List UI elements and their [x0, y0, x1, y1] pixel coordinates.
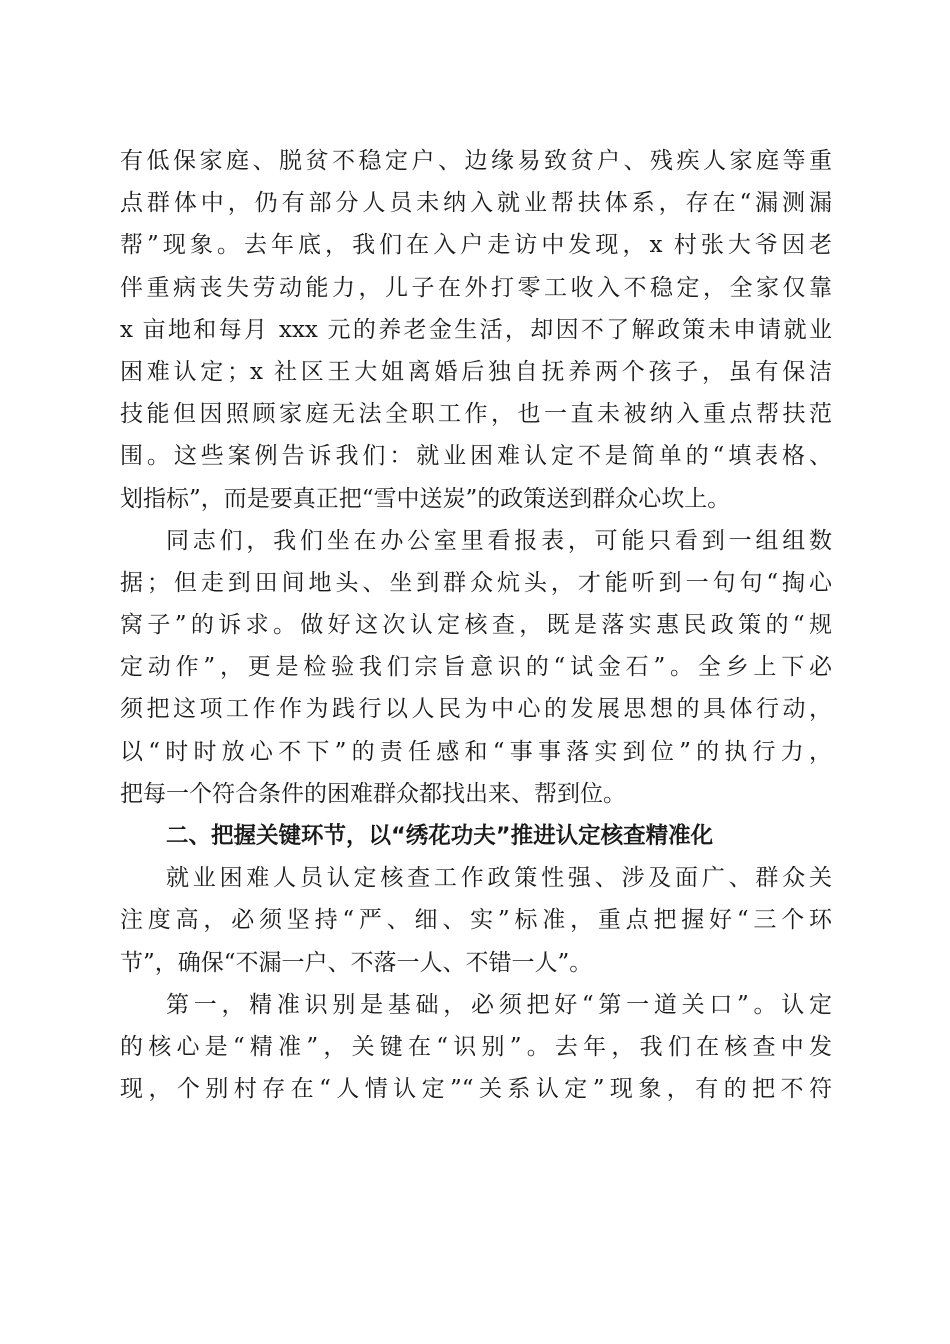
text-line: 把每一个符合条件的困难群众都找出来、帮到位。 [120, 780, 626, 807]
text-line: x 亩地和每月 xxx 元的养老金生活，却因不了解政策未申请就业 [120, 316, 832, 343]
text-line: 据；但走到田间地头、坐到群众炕头，才能听到一句句“掏心 [120, 569, 832, 596]
heading-line: 二、把握关键环节，以“绣花功夫”推进认定核查精准化 [166, 823, 714, 849]
document-page [120, 140, 832, 1110]
text-line: 定动作”，更是检验我们宗旨意识的“试金石”。全乡上下必 [120, 654, 832, 681]
text-line: 围。这些案例告诉我们：就业困难认定不是简单的“填表格、 [120, 443, 832, 470]
text-line: 的核心是“精准”，关键在“识别”。去年，我们在核查中发 [120, 1033, 832, 1060]
text-line: 伴重病丧失劳动能力，儿子在外打零工收入不稳定，全家仅靠 [120, 274, 832, 301]
paragraph-2 [120, 520, 832, 815]
paragraph-4 [120, 984, 832, 1111]
paragraph-3 [120, 857, 832, 984]
text-line: 注度高，必须坚持“严、细、实”标准，重点把握好“三个环 [120, 907, 832, 934]
text-line: 第一，精准识别是基础，必须把好“第一道关口”。认定 [166, 991, 832, 1018]
text-line: 须把这项工作作为践行以人民为中心的发展思想的具体行动， [120, 696, 832, 723]
text-line: 就业困难人员认定核查工作政策性强、涉及面广、群众关 [166, 865, 832, 892]
text-line: 困难认定；x 社区王大姐离婚后独自抚养两个孩子，虽有保洁 [120, 358, 832, 385]
paragraph-1 [120, 140, 832, 520]
text-line: 划指标”，而是要真正把“雪中送炭”的政策送到群众心坎上。 [120, 485, 731, 512]
text-line: 帮”现象。去年底，我们在入户走访中发现，x 村张大爷因老 [120, 232, 832, 259]
text-line: 节”，确保“不漏一户、不落一人、不错一人”。 [120, 949, 593, 976]
text-line: 以“时时放心不下”的责任感和“事事落实到位”的执行力， [120, 738, 832, 765]
text-line: 窝子”的诉求。做好这次认定核查，既是落实惠民政策的“规 [120, 612, 832, 639]
text-line: 点群体中，仍有部分人员未纳入就业帮扶体系，存在“漏测漏 [120, 190, 832, 217]
text-line: 技能但因照顾家庭无法全职工作，也一直未被纳入重点帮扶范 [120, 401, 832, 428]
section-heading [120, 815, 832, 857]
text-line: 同志们，我们坐在办公室里看报表，可能只看到一组组数 [166, 527, 832, 554]
text-line: 现，个别村存在“人情认定”“关系认定”现象，有的把不符 [120, 1076, 832, 1103]
text-line: 有低保家庭、脱贫不稳定户、边缘易致贫户、残疾人家庭等重 [120, 148, 832, 174]
